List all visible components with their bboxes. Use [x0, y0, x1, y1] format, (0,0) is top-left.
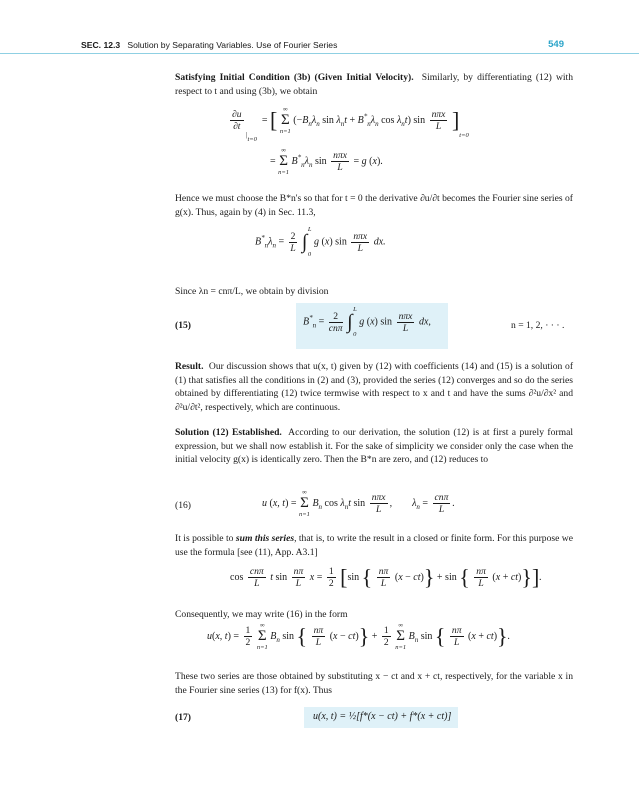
paragraph-substituting: These two series are those obtained by substituting x − ct and x + ct, respectively, for the variable x in the Fourier sine series (13) for f(x). Thus [175, 671, 573, 696]
equation-derivative-2: = ∞ Σ n=1 $B^*_n\lambda_n$ sin $\frac{\text{nπx}}{L}$ = g (x). [270, 147, 383, 176]
paragraph-sum-series: It is possible to sum this series, that is, to write the result in a closed or finite form. For this purpose we use the formula [see (11), App. A3.1] [175, 533, 573, 558]
paragraph-division: Since λn = cnπ/L, we obtain by division [175, 286, 329, 297]
equation-bn-star-lambda: $B^*_n\lambda_n$ = $\frac{2}{L}$ L ∫ 0 g (x) sin $\frac{\text{nπx}}{L}$ dx. [255, 226, 386, 258]
equation-15: $B^*_n$ = $\frac{2}{\text{cnπ}}$ L ∫ 0 g (x) sin $\frac{\text{nπx}}{L}$ dx, [303, 306, 431, 338]
paragraph-consequently: Consequently, we may write (16) in the form [175, 609, 348, 620]
equation-17: u(x, t) = ½[f*(x − ct) + f*(x + ct)] [313, 711, 452, 722]
paragraph-initial-velocity: Satisfying Initial Condition (3b) (Given Initial Velocity). Similarly, by differentiating (12) with respect to t and using (3b), we obtain [175, 72, 573, 97]
paragraph-solution-established: Solution (12) Established. According to our derivation, the solution (12) is at first a purely formal expression, but we shall now establish it. For the sake of simplicity we consider only the case when the initial velocity g(x) is identically zero. Then the B*n are zero, and (12) reduces to [175, 427, 573, 466]
equation-16: u (x, t) = ∞ Σ n=1 $B_n$ $\cos \lambda_nt$ sin $\frac{\text{nπx}}{L}$ , $\lambda_n$ = $\frac{\text{cnπ}}{L}$ . [262, 489, 455, 518]
equation-trig-identity: cos $\frac{\text{cnπ}}{L}$ t sin $\frac{n\pi}{L}$ x = $\frac{1}{2}$ [sin { $\frac{n\pi}{L}$ (x − ct)} + sin { $\frac{n\pi}{L}$ (x + ct)}]. [230, 564, 542, 590]
equation-17-label: (17) [175, 712, 191, 723]
paragraph-fourier-choice: Hence we must choose the B*n's so that for t = 0 the derivative ∂u/∂t becomes the Fourier sine series of g(x). Thus, again by (4) in Sec. 11.3, [175, 193, 573, 218]
page-number: 549 [548, 39, 564, 50]
equation-15-label: (15) [175, 320, 191, 331]
paragraph-result: Result. Our discussion shows that u(x, t) given by (12) with coefficients (14) and (15) is a solution of (1) that satisfies all the conditions in (2) and (3), provided the series (12) converges and so do the series obtained by differentiating (12) twice termwise with respect to x and t and have the sums ∂²u/∂x² and ∂²u/∂t², respectively, which are continuous. [175, 361, 574, 413]
running-header [81, 40, 564, 56]
equation-15-range: n = 1, 2, · · · . [511, 320, 565, 331]
header-section: SEC. 12.3 Solution by Separating Variables. Use of Fourier Series [81, 40, 338, 50]
header-rule [0, 53, 639, 54]
equation-split-series: u(x, t) = $\frac{1}{2}$ ∞ Σ n=1 $B_n$ sin { $\frac{n\pi}{L}$ (x − ct)} + $\frac{1}{2}$ ∞ Σ n=1 $B_n$ sin { $\frac{n\pi}{L}$ (x + ct)}. [207, 622, 511, 651]
equation-16-label: (16) [175, 500, 191, 511]
equation-derivative: $\frac{\partial u}{\partial t}$ $_{|t=0}$ = [ ∞ Σ n=1 ($-B_n\lambda_n$ $\sin \lambda_nt + B^*_n\lambda_n$ $\cos \lambda_nt$) sin $\frac{\text{nπx}}{L}$ ]$_{t=0}$ [232, 106, 469, 143]
